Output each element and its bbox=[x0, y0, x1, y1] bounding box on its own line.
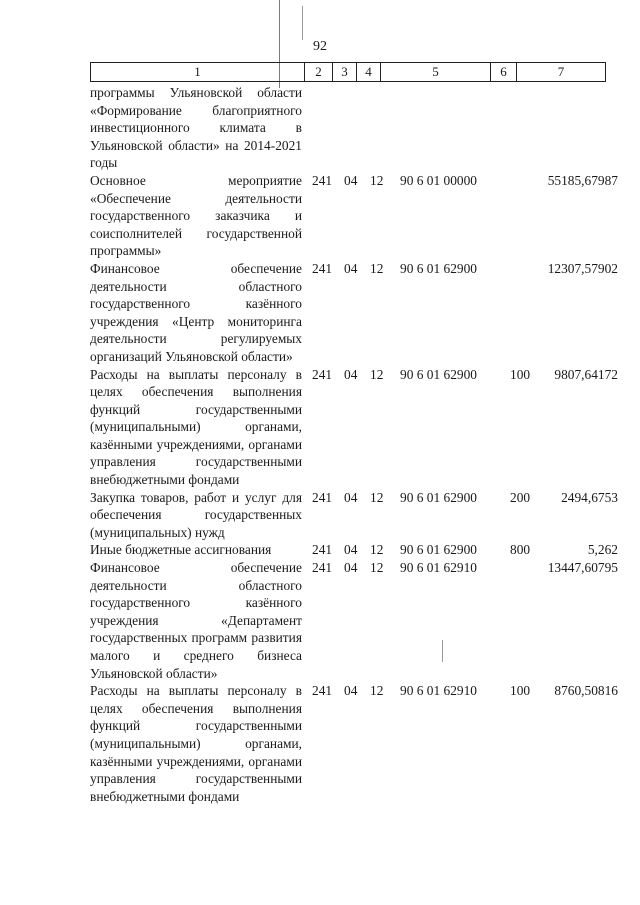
row-csr: 90 6 01 00000 bbox=[400, 172, 477, 188]
row-sum: 2494,6753 bbox=[561, 489, 618, 505]
table-row bbox=[90, 366, 620, 489]
row-rz: 04 bbox=[344, 683, 358, 699]
row-ved: 241 bbox=[312, 489, 333, 505]
row-pr: 12 bbox=[370, 560, 384, 576]
row-sum: 5,262 bbox=[587, 542, 618, 558]
row-name: Основное мероприятие «Обеспечение деятельности государственного заказчика и соисполнителей государственной программы» bbox=[90, 172, 302, 259]
row-sum bbox=[534, 84, 618, 172]
table-header bbox=[90, 62, 606, 82]
row-ved bbox=[302, 84, 342, 172]
row-vr bbox=[510, 559, 534, 682]
table-row bbox=[90, 541, 620, 559]
row-name: Расходы на выплаты персоналу в целях обеспечения выполнения функций государственными (муниципальными) органами, казёнными учреждениями, органами управления государственными внебюджетными фондами bbox=[90, 683, 302, 804]
page-number: 92 bbox=[313, 39, 327, 54]
row-ved: 241 bbox=[312, 172, 333, 188]
row-rz: 04 bbox=[344, 260, 358, 276]
row-sum: 12307,57902 bbox=[547, 260, 618, 276]
row-pr: 12 bbox=[370, 172, 384, 188]
row-name: Финансовое обеспечение деятельности областного государственного казённого учреждения «Департамент государственных программ развития малого и среднего бизнеса Ульяновской области» bbox=[90, 560, 302, 681]
row-csr: 90 6 01 62910 bbox=[400, 683, 477, 699]
row-name: Расходы на выплаты персоналу в целях обеспечения выполнения функций государственными (муниципальными) органами, казёнными учреждениями, органами управления государственными внебюджетными фондами bbox=[90, 366, 302, 488]
row-name: Финансовое обеспечение деятельности областного государственного казённого учреждения «Центр мониторинга деятельности регулируемых организаций Ульяновской области» bbox=[90, 260, 302, 364]
header-col-6: 6 bbox=[491, 63, 517, 81]
row-vr: 100 bbox=[510, 366, 531, 382]
row-pr: 12 bbox=[370, 489, 384, 505]
header-col-7: 7 bbox=[557, 64, 565, 79]
row-name: Иные бюджетные ассигнования bbox=[90, 542, 272, 558]
table-row bbox=[90, 489, 620, 542]
row-vr: 100 bbox=[510, 683, 531, 699]
row-csr: 90 6 01 62910 bbox=[400, 560, 477, 576]
header-col-4: 4 bbox=[357, 63, 381, 81]
row-ved: 241 bbox=[312, 542, 333, 558]
row-rz: 04 bbox=[344, 560, 358, 576]
row-csr: 90 6 01 62900 bbox=[400, 366, 477, 382]
row-csr bbox=[390, 84, 510, 172]
row-csr: 90 6 01 62900 bbox=[400, 542, 477, 558]
table-row bbox=[90, 84, 620, 172]
row-sum: 8760,50816 bbox=[554, 683, 618, 699]
row-rz: 04 bbox=[344, 489, 358, 505]
row-ved: 241 bbox=[312, 683, 333, 699]
row-vr: 800 bbox=[510, 542, 531, 558]
row-pr: 12 bbox=[370, 542, 384, 558]
row-rz: 04 bbox=[344, 542, 358, 558]
row-vr bbox=[510, 84, 534, 172]
row-rz: 04 bbox=[344, 366, 358, 382]
header-col-1: 1 bbox=[91, 63, 305, 81]
row-pr: 12 bbox=[370, 366, 384, 382]
row-name: программы Ульяновской области «Формирование благоприятного инвестиционного климата в Ульяновской области» на 2014-2021 годы bbox=[90, 85, 302, 171]
table-body bbox=[90, 84, 620, 805]
row-rz bbox=[342, 84, 370, 172]
row-pr: 12 bbox=[370, 260, 384, 276]
header-col-3: 3 bbox=[333, 63, 357, 81]
row-vr bbox=[510, 172, 534, 260]
row-ved: 241 bbox=[312, 260, 333, 276]
row-vr: 200 bbox=[510, 489, 531, 505]
row-vr bbox=[510, 260, 534, 366]
row-ved: 241 bbox=[312, 560, 333, 576]
row-pr bbox=[370, 84, 390, 172]
table-row bbox=[90, 260, 620, 366]
row-csr: 90 6 01 62900 bbox=[400, 260, 477, 276]
row-name: Закупка товаров, работ и услуг для обеспечения государственных (муниципальных) нужд bbox=[90, 489, 302, 540]
scan-mark bbox=[302, 6, 303, 40]
row-rz: 04 bbox=[344, 172, 358, 188]
row-sum: 9807,64172 bbox=[554, 366, 618, 382]
header-col-5: 5 bbox=[381, 63, 491, 81]
header-col-2: 2 bbox=[305, 63, 333, 81]
row-sum: 13447,60795 bbox=[547, 560, 618, 576]
table-row bbox=[90, 682, 620, 805]
row-sum: 55185,67987 bbox=[547, 172, 618, 188]
table-row bbox=[90, 559, 620, 682]
table-row bbox=[90, 172, 620, 260]
row-csr: 90 6 01 62900 bbox=[400, 489, 477, 505]
row-ved: 241 bbox=[312, 366, 333, 382]
row-pr: 12 bbox=[370, 683, 384, 699]
